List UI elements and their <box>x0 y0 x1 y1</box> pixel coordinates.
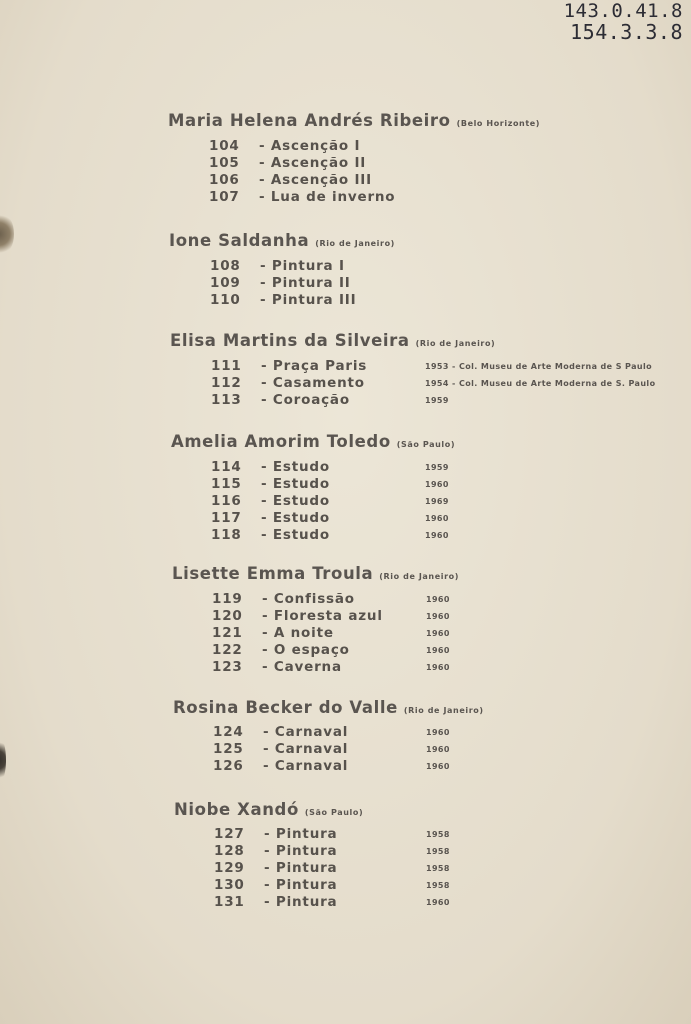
work-number: 124 <box>213 724 244 740</box>
work-title: - Lua de inverno <box>259 189 396 205</box>
work-title: - Ascenção III <box>259 172 372 188</box>
artist-heading <box>173 698 484 717</box>
work-note: 1958 <box>426 847 450 856</box>
artist-heading <box>171 432 455 451</box>
work-row <box>209 172 691 189</box>
work-title: - Pintura III <box>260 292 357 308</box>
work-row <box>213 758 691 775</box>
work-row <box>211 392 691 409</box>
artist-city: (Belo Horizonte) <box>456 119 541 128</box>
work-row <box>214 860 691 877</box>
work-number: 121 <box>212 625 243 641</box>
work-note: 1958 <box>426 864 450 873</box>
work-note: 1953 - Col. Museu de Arte Moderna de S Paulo <box>425 362 653 371</box>
work-title: - Praça Paris <box>261 358 368 374</box>
work-number: 112 <box>211 375 242 391</box>
work-note: 1960 <box>426 728 450 737</box>
work-row <box>211 375 691 392</box>
work-number: 131 <box>214 894 245 910</box>
artist-city: (Rio de Janeiro) <box>379 572 459 581</box>
work-note: 1960 <box>426 629 450 638</box>
work-note: 1960 <box>425 514 449 523</box>
work-title: - Pintura II <box>260 275 351 291</box>
artist-name: Amelia Amorim Toledo <box>171 432 391 451</box>
work-title: - Ascenção I <box>259 138 361 154</box>
artist-name: Niobe Xandó <box>174 800 299 819</box>
work-row <box>210 292 691 309</box>
work-title: - Casamento <box>261 375 365 391</box>
artist-heading <box>174 800 363 819</box>
work-row <box>209 138 691 155</box>
artist-city: (Rio de Janeiro) <box>403 706 484 715</box>
work-number: 116 <box>211 493 242 509</box>
work-note: 1954 - Col. Museu de Arte Moderna de S. Paulo <box>425 379 656 388</box>
work-row <box>210 258 691 275</box>
work-title: - A noite <box>262 625 334 641</box>
work-title: - Estudo <box>261 493 330 509</box>
work-number: 105 <box>209 155 240 171</box>
work-row <box>214 826 691 843</box>
work-row <box>211 493 691 510</box>
work-number: 108 <box>210 258 241 274</box>
work-number: 109 <box>210 275 241 291</box>
work-row <box>212 608 691 625</box>
work-note: 1960 <box>426 898 450 907</box>
work-note: 1960 <box>425 480 449 489</box>
artist-city: (Rio de Janeiro) <box>415 339 496 348</box>
work-row <box>212 625 691 642</box>
work-title: - Pintura <box>264 894 338 910</box>
work-number: 122 <box>212 642 243 658</box>
work-row <box>214 877 691 894</box>
artist-name: Elisa Martins da Silveira <box>170 331 410 350</box>
work-number: 126 <box>213 758 244 774</box>
work-title: - Pintura <box>264 843 338 859</box>
work-number: 118 <box>211 527 242 543</box>
work-note: 1960 <box>426 612 450 621</box>
artist-heading <box>168 111 540 130</box>
artist-city: (São Paulo) <box>396 440 456 449</box>
work-note: 1960 <box>426 762 450 771</box>
work-title: - Pintura <box>264 826 338 842</box>
artist-city: (Rio de Janeiro) <box>315 239 395 248</box>
work-title: - Pintura I <box>260 258 345 274</box>
work-title: - Ascenção II <box>259 155 367 171</box>
work-number: 130 <box>214 877 245 893</box>
work-row <box>211 459 691 476</box>
work-row <box>211 358 691 375</box>
work-title: - Caverna <box>262 659 342 675</box>
binding-hole-stain-top <box>0 214 14 254</box>
work-number: 120 <box>212 608 243 624</box>
work-note: 1960 <box>425 531 449 540</box>
work-title: - Estudo <box>261 510 330 526</box>
work-row <box>214 843 691 860</box>
work-number: 113 <box>211 392 242 408</box>
work-note: 1958 <box>426 881 450 890</box>
catalog-number-2: 154.3.3.8 <box>570 20 683 44</box>
work-number: 119 <box>212 591 243 607</box>
work-row <box>209 189 691 206</box>
work-note: 1960 <box>426 595 450 604</box>
work-row <box>211 527 691 544</box>
work-title: - O espaço <box>262 642 350 658</box>
artist-city: (São Paulo) <box>304 808 364 817</box>
work-row <box>210 275 691 292</box>
artist-name: Rosina Becker do Valle <box>173 698 398 717</box>
work-row <box>213 724 691 741</box>
work-row <box>211 476 691 493</box>
work-title: - Estudo <box>261 476 330 492</box>
work-note: 1960 <box>426 663 450 672</box>
work-row <box>211 510 691 527</box>
work-row <box>212 591 691 608</box>
work-title: - Confissão <box>262 591 355 607</box>
work-number: 107 <box>209 189 240 205</box>
work-title: - Coroação <box>261 392 350 408</box>
work-number: 104 <box>209 138 240 154</box>
work-number: 110 <box>210 292 241 308</box>
work-number: 106 <box>209 172 240 188</box>
artist-name: Lisette Emma Troula <box>172 564 374 583</box>
work-number: 127 <box>214 826 245 842</box>
work-title: - Carnaval <box>263 758 349 774</box>
work-note: 1959 <box>425 396 449 405</box>
work-title: - Carnaval <box>263 741 349 757</box>
work-title: - Pintura <box>264 860 338 876</box>
work-note: 1960 <box>426 646 450 655</box>
work-number: 111 <box>211 358 242 374</box>
work-number: 115 <box>211 476 242 492</box>
work-number: 129 <box>214 860 245 876</box>
work-note: 1959 <box>425 463 449 472</box>
artist-heading <box>170 331 495 350</box>
work-row <box>213 741 691 758</box>
catalog-number-1: 143.0.41.8 <box>563 0 683 22</box>
artist-heading <box>169 231 395 250</box>
artist-name: Maria Helena Andrés Ribeiro <box>168 111 451 130</box>
work-row <box>212 642 691 659</box>
work-title: - Estudo <box>261 459 330 475</box>
work-note: 1969 <box>425 497 449 506</box>
work-number: 125 <box>213 741 244 757</box>
work-title: - Estudo <box>261 527 330 543</box>
work-number: 117 <box>211 510 242 526</box>
artist-heading <box>172 564 459 583</box>
work-number: 128 <box>214 843 245 859</box>
work-row <box>214 894 691 911</box>
work-number: 114 <box>211 459 242 475</box>
artist-name: Ione Saldanha <box>169 231 310 250</box>
work-row <box>209 155 691 172</box>
work-note: 1960 <box>426 745 450 754</box>
work-number: 123 <box>212 659 243 675</box>
work-note: 1958 <box>426 830 450 839</box>
work-row <box>212 659 691 676</box>
work-title: - Carnaval <box>263 724 349 740</box>
work-title: - Floresta azul <box>262 608 383 624</box>
work-title: - Pintura <box>264 877 338 893</box>
binding-hole-stain-bottom <box>0 738 6 782</box>
